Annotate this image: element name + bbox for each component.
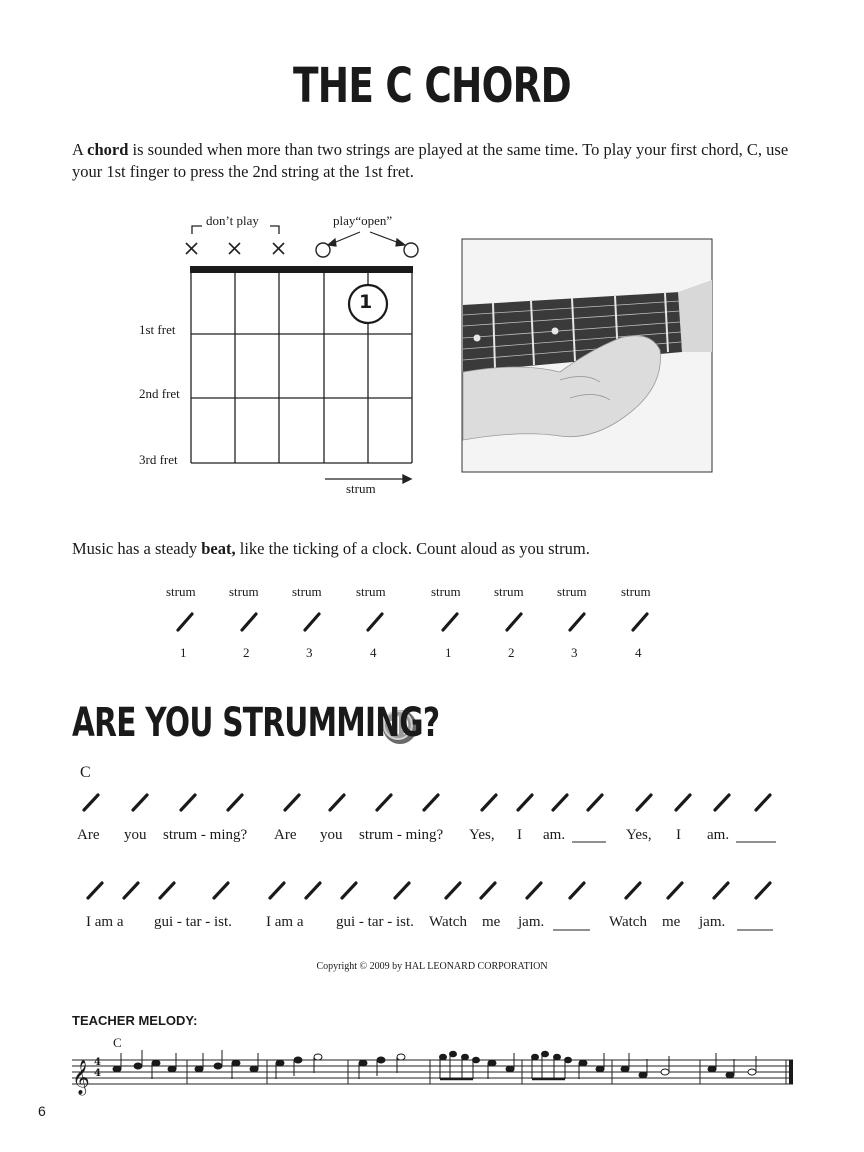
lyric-word: jam. bbox=[518, 914, 545, 930]
lyric-word: you bbox=[320, 827, 343, 843]
lyric-word: strum - ming? bbox=[359, 827, 444, 843]
lyric-word: Watch bbox=[609, 914, 647, 930]
play-open-arrows bbox=[328, 232, 405, 246]
strum-word: strum bbox=[621, 584, 651, 599]
teacher-melody-label: TEACHER MELODY: bbox=[72, 1013, 198, 1028]
lyric-word: Are bbox=[274, 827, 297, 843]
melody-chord-symbol: C bbox=[113, 1035, 122, 1050]
strum-direction-label: strum bbox=[346, 481, 376, 496]
strum-word: strum bbox=[166, 584, 196, 599]
time-signature: 4 4 bbox=[94, 1057, 101, 1079]
lyric-word: I am a bbox=[86, 914, 124, 930]
teacher-melody-staff bbox=[72, 1050, 793, 1096]
copyright-notice: Copyright © 2009 by HAL LEONARD CORPORATION bbox=[316, 961, 548, 972]
chord-symbol: C bbox=[80, 764, 91, 781]
lyric-word: me bbox=[662, 914, 681, 930]
fretboard-nut bbox=[190, 266, 413, 273]
lyric-word: me bbox=[482, 914, 501, 930]
lyric-word: jam. bbox=[699, 914, 726, 930]
lyric-word: Watch bbox=[429, 914, 467, 930]
strum-word: strum bbox=[557, 584, 587, 599]
count-number: 1 bbox=[445, 645, 452, 660]
strum-slashes-line-2 bbox=[88, 883, 770, 898]
strum-slashes-line-1 bbox=[84, 795, 770, 810]
beat-term: beat, bbox=[201, 539, 236, 558]
lyric-word: strum - ming? bbox=[163, 827, 248, 843]
strum-word: strum bbox=[292, 584, 322, 599]
count-number: 1 bbox=[180, 645, 187, 660]
lyric-word: I bbox=[517, 827, 522, 843]
count-number: 3 bbox=[306, 645, 313, 660]
page-number: 6 bbox=[38, 1103, 46, 1119]
count-number: 2 bbox=[508, 645, 515, 660]
lyric-word: gui - tar - ist. bbox=[336, 914, 414, 930]
lyric-word: am. bbox=[543, 827, 566, 843]
lyric-word: gui - tar - ist. bbox=[154, 914, 232, 930]
intro-paragraph: A chord is sounded when more than two strings are played at the same time. To play your first chord, C, use your 1st finger to press the 2nd string at the 1st fret. bbox=[72, 140, 789, 181]
fret-label-3: 3rd fret bbox=[139, 452, 178, 467]
lyric-word: I am a bbox=[266, 914, 304, 930]
treble-clef-icon: 𝄞 bbox=[72, 1060, 90, 1095]
dont-play-label: don’t play bbox=[206, 213, 259, 228]
strum-word: strum bbox=[356, 584, 386, 599]
fret-label-2: 2nd fret bbox=[139, 386, 180, 401]
count-number: 4 bbox=[635, 645, 642, 660]
page-title: THE C CHORD bbox=[293, 58, 571, 114]
muted-string-marks bbox=[186, 243, 284, 254]
section-title: ARE YOU STRUMMING? bbox=[72, 700, 440, 746]
play-open-label: play“open” bbox=[333, 213, 393, 228]
count-number: 3 bbox=[571, 645, 578, 660]
count-number: 2 bbox=[243, 645, 250, 660]
chord-term: chord bbox=[87, 140, 129, 159]
count-number: 4 bbox=[370, 645, 377, 660]
lyric-word: Are bbox=[77, 827, 100, 843]
beat-paragraph: Music has a steady beat, like the ticking of a clock. Count aloud as you strum. bbox=[72, 539, 590, 558]
lyric-word: Yes, bbox=[469, 827, 495, 843]
strum-word: strum bbox=[431, 584, 461, 599]
lyric-word: you bbox=[124, 827, 147, 843]
strum-word: strum bbox=[494, 584, 524, 599]
lyric-word: I bbox=[676, 827, 681, 843]
strum-word: strum bbox=[229, 584, 259, 599]
fret-label-1: 1st fret bbox=[139, 322, 176, 337]
chord-photo bbox=[462, 239, 712, 472]
finger-number: 1 bbox=[359, 291, 373, 313]
lyric-word: am. bbox=[707, 827, 730, 843]
rhythm-slashes bbox=[178, 614, 647, 630]
lyric-word: Yes, bbox=[626, 827, 652, 843]
